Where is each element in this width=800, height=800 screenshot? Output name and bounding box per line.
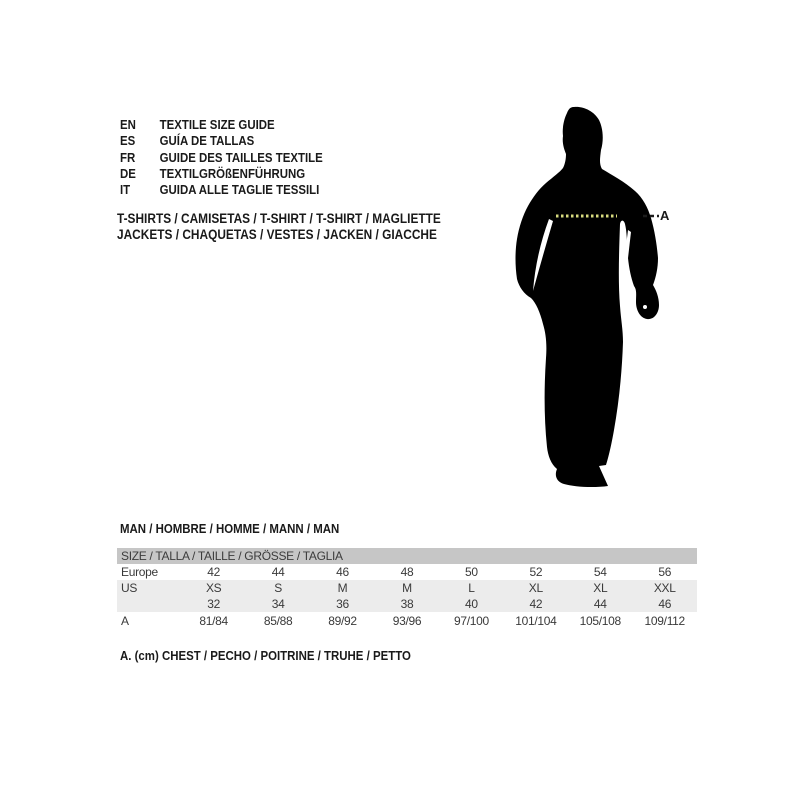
language-label: GUIDE DES TAILLES TEXTILE <box>159 149 323 165</box>
row-label <box>117 596 181 612</box>
size-value: 109/112 <box>644 614 685 628</box>
size-value: 44 <box>568 596 632 612</box>
size-table-header-row <box>117 548 697 564</box>
category-lines <box>117 211 485 243</box>
size-table-row <box>117 580 697 596</box>
size-value: 36 <box>310 596 374 612</box>
size-value: 105/108 <box>579 614 621 628</box>
language-row <box>120 133 323 149</box>
size-value: 97/100 <box>453 614 489 628</box>
language-label: TEXTILGRÖßENFÜHRUNG <box>159 165 306 181</box>
size-value: 50 <box>465 565 478 579</box>
language-code: FR <box>120 149 136 165</box>
row-label: A <box>121 614 129 628</box>
size-value: 89/92 <box>328 614 357 628</box>
size-value: 46 <box>336 565 349 579</box>
language-row <box>120 150 323 166</box>
size-table-row <box>117 564 697 580</box>
size-value: 54 <box>593 565 607 579</box>
hand-gap <box>643 305 647 309</box>
size-value: 101/104 <box>515 614 557 628</box>
size-table <box>117 548 697 630</box>
size-value: 32 <box>181 596 245 612</box>
measurement-footnote: A. (cm) CHEST / PECHO / POITRINE / TRUHE / PETTO <box>120 648 411 663</box>
category-line-tshirts: T-SHIRTS / CAMISETAS / T-SHIRT / T-SHIRT / MAGLIETTE <box>117 211 441 226</box>
size-value: 40 <box>439 596 503 612</box>
section-title: MAN / HOMBRE / HOMME / MANN / MAN <box>120 521 340 536</box>
size-value: 38 <box>375 596 439 612</box>
language-label: GUÍA DE TALLAS <box>159 133 255 149</box>
language-row <box>120 166 323 182</box>
size-table-body <box>117 548 697 630</box>
language-row <box>120 117 323 133</box>
size-value: XXL <box>633 580 698 596</box>
size-value: XL <box>568 580 632 596</box>
language-code: EN <box>120 117 136 132</box>
size-value: S <box>246 580 310 596</box>
size-value: M <box>375 580 439 596</box>
size-value: 48 <box>400 565 414 579</box>
language-list <box>120 117 350 198</box>
man-silhouette <box>516 107 660 487</box>
row-label: US <box>117 580 181 596</box>
size-value: 42 <box>207 565 221 579</box>
row-label: Europe <box>121 565 158 579</box>
language-code: DE <box>120 165 136 181</box>
size-value: 56 <box>658 565 672 579</box>
language-label: GUIDA ALLE TAGLIE TESSILI <box>159 182 320 198</box>
size-value: 34 <box>246 596 310 612</box>
language-label: TEXTILE SIZE GUIDE <box>159 117 275 132</box>
size-value: 44 <box>271 565 285 579</box>
category-line-jackets: JACKETS / CHAQUETAS / VESTES / JACKEN / GIACCHE <box>117 227 437 242</box>
size-value: 85/88 <box>263 614 293 628</box>
size-value: M <box>310 580 374 596</box>
size-value: 93/96 <box>392 614 422 628</box>
man-silhouette-figure <box>498 95 683 500</box>
size-value: L <box>439 580 503 596</box>
language-code: ES <box>120 133 136 149</box>
size-value: XL <box>504 580 568 596</box>
size-table-row <box>117 596 697 612</box>
size-value: 52 <box>529 565 543 579</box>
measure-label-a: A <box>660 208 670 223</box>
size-table-row <box>117 612 697 630</box>
language-code: IT <box>120 182 131 198</box>
size-table-header: SIZE / TALLA / TAILLE / GRÖSSE / TAGLIA <box>117 548 697 564</box>
language-row <box>120 182 323 198</box>
size-value: 81/84 <box>199 614 228 628</box>
size-value: 46 <box>633 596 698 612</box>
size-value: 42 <box>504 596 568 612</box>
size-value: XS <box>181 580 245 596</box>
